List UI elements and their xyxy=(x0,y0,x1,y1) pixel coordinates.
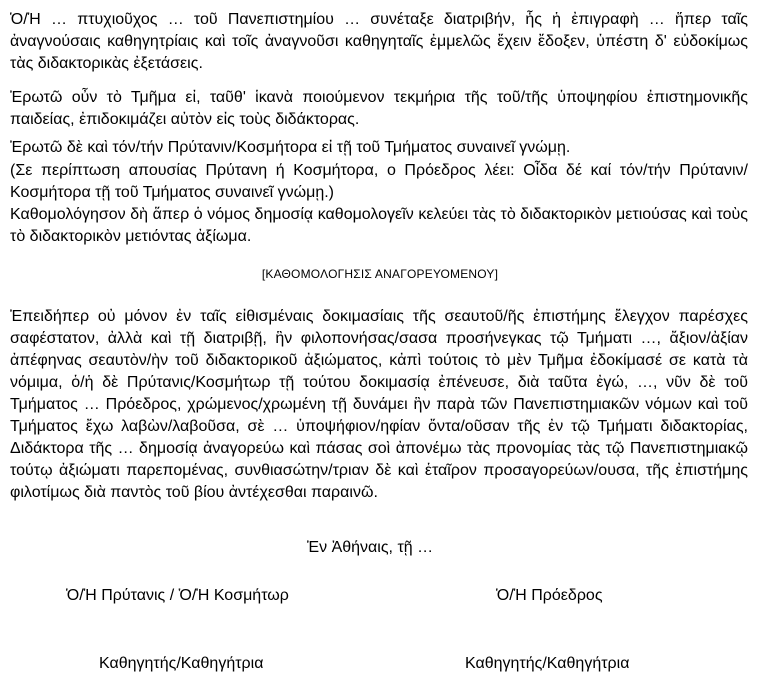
paragraph-proclamation: Ἐπειδήπερ οὐ μόνον ἐν ταῖς εἰθισμέναις δοκιμασίαις τῆς σεαυτοῦ/ῆς ἐπιστήμης ἔλεγχον παρέσχες σαφέστατον, ἀλλὰ καὶ τῇ διατριβῇ, ἣν φιλοπονήσας/σασα προσήνεγκας τῷ Τμήματι …, ἄξιον/ἀξίαν ἀπέφηνας σεαυτὸν/ὴν τοῦ διδακτορικοῦ ἀξιώματος, κἀπὶ τούτοις τὸ μὲν Τμῆμα ἐδοκίμασέ σε κατὰ τὰ νόμιμα, ὁ/ἡ δὲ Πρύτανις/Κοσμήτωρ τῇ τούτου δοκιμασίᾳ ἐπένευσε, διὰ ταῦτα ἐγώ, …, νῦν δὲ τοῦ Τμήματος … Πρόεδρος, χρώμενος/χρωμένη τῇ δυνάμει ἣν παρὰ τῶν Πανεπιστημιακῶν νόμων καὶ τοῦ Τμήματος ἔχω λαβὼν/λαβοῦσα, σὲ … ὑποψήφιον/ηφίαν ὄντα/οῦσαν τῆς ἐν τῷ Τμήματι διδακτορίας, Διδάκτορα τῆς … δημοσίᾳ ἀναγορεύω καὶ πάσας σοὶ ἀπονέμω τὰς προνομίας τὰς τῷ Πανεπιστημιακῷ τούτῳ ἀξιώματι παρεπομένας, συνθιασώτην/τριαν δὲ καὶ ἑταῖρον προσαγορεύων/ουσα, τῆς ἐπιστήμης φιλοτίμως διὰ παντὸς τοῦ βίου ἀντέχεσθαι παραινῶ. xyxy=(10,308,748,501)
place-date-line: Ἐν Ἀθήναις, τῇ … xyxy=(306,539,434,556)
paragraph-question-department: Ἐρωτῶ οὖν τὸ Τμῆμα εἰ, ταῦθ' ἱκανὰ ποιούμενον τεκμήρια τῆς τοῦ/τῆς ὑποψηφίου ἐπιστημονικῆς παιδείας, ἐπιδοκιμάζει αὐτὸν εἰς τοὺς διδάκτορας. xyxy=(10,89,748,128)
paragraph-candidate-statement: Ὁ/Ἡ … πτυχιοῦχος … τοῦ Πανεπιστημίου … συνέταξε διατριβήν, ἧς ἡ ἐπιγραφὴ … ἥπερ ταῖς ἀναγνούσαις καθηγητρίαις καὶ τοῖς ἀναγνοῦσι καθηγηταῖς ἐμμελῶς ἔχειν ἔδοξεν, ὑπέστη δ' εὐδοκίμως τὰς διδακτορικὰς ἐξετάσεις. xyxy=(10,11,748,72)
oath-heading: [ΚΑΘΟΜΟΛΟΓΗΣΙΣ ΑΝΑΓΟΡΕΥΟΜΕΝΟΥ] xyxy=(261,267,499,281)
signature-rector-dean: Ὁ/Ἡ Πρύτανις / Ὁ/Ἡ Κοσμήτωρ xyxy=(66,587,289,604)
signature-president: Ὁ/Ἡ Πρόεδρος xyxy=(496,587,603,604)
paragraph-oath-instruction: Καθομολόγησον δὴ ἅπερ ὁ νόμος δημοσίᾳ καθομολογεῖν κελεύει τὰς τὸ διδακτορικὸν μετιούσας καὶ τοὺς τὸ διδακτορικὸν μετιόντας ἀξίωμα. xyxy=(10,206,748,245)
paragraph-question-rector: Ἐρωτῶ δὲ καὶ τόν/τήν Πρύτανιν/Κοσμήτορα εἰ τῇ τοῦ Τμήματος συναινεῖ γνώμῃ. xyxy=(10,139,571,156)
signature-professor-right: Καθηγητής/Καθηγήτρια xyxy=(465,655,630,672)
signature-professor-left: Καθηγητής/Καθηγήτρια xyxy=(99,655,264,672)
paragraph-absence-note: (Σε περίπτωση απουσίας Πρύτανη ή Κοσμήτορα, ο Πρόεδρος λέει: Οἶδα δέ καί τόν/τήν Πρύτανιν/Κοσμήτορα τῇ τοῦ Τμήματος συναινεῖ γνώμῃ.) xyxy=(10,162,748,201)
